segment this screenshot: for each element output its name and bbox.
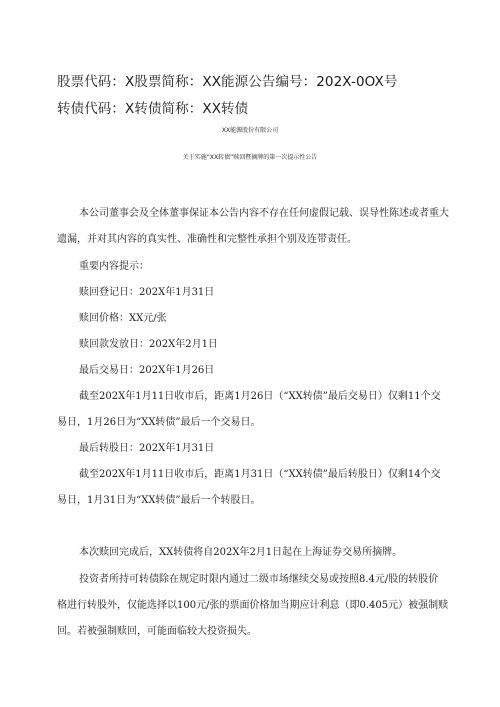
board-statement-line-2: 遗漏，并对其内容的真实性、准确性和完整性承担个别及连带责任。: [57, 234, 357, 245]
bond-code-line: 转债代码：X转债简称：XX转债: [57, 101, 249, 117]
stock-code-line: 股票代码：X股票简称：XX能源公告编号：202X-0OX号: [57, 74, 398, 90]
payment-date: 赎回款发放日：202X年2月1日: [79, 339, 218, 350]
redemption-price: 赎回价格：XX元/张: [79, 313, 167, 324]
last-conversion-date: 最后转股日：202X年1月31日: [79, 443, 215, 454]
trading-note-line-2: 易日，1月26日为“XX转债”最后一个交易日。: [57, 417, 261, 428]
key-points-heading: 重要内容提示：: [79, 261, 149, 272]
last-trading-date: 最后交易日：202X年1月26日: [79, 365, 215, 376]
conversion-note-line-2: 易日，1月31日为“XX转债”最后一个转股日。: [57, 495, 261, 506]
board-statement-line-1: 本公司董事会及全体董事保证本公告内容不存在任何虚假记载、误导性陈述或者重大: [79, 208, 449, 219]
investor-notice-line-2: 格进行转股外，仅能选择以100元/张的票面价格加当期应计利息（即0.405元）被强制赎: [57, 600, 449, 611]
investor-notice-line-3: 回。若被强制赎回，可能面临较大投资损失。: [57, 626, 257, 637]
trading-note-line-1: 截至202X年1月11日收市后，距离1月26日（“XX转债”最后交易日）仅剩11个交: [79, 391, 441, 402]
announcement-title: 关于实施“XX转债”赎回暨摘牌的第一次提示性公告: [182, 154, 318, 161]
delisting-notice: 本次赎回完成后，XX转债将自202X年2月1日起在上海证券交易所摘牌。: [79, 547, 403, 558]
company-name: XX能源股份有限公司: [221, 127, 279, 134]
record-date: 赎回登记日：202X年1月31日: [79, 287, 215, 298]
investor-notice-line-1: 投资者所持可转债除在规定时限内通过二级市场继续交易或按照8.4元/股的转股价: [79, 574, 439, 585]
conversion-note-line-1: 截至202X年1月11日收市后，距离1月31日（“XX转债”最后转股日）仅剩14个交: [79, 469, 441, 480]
